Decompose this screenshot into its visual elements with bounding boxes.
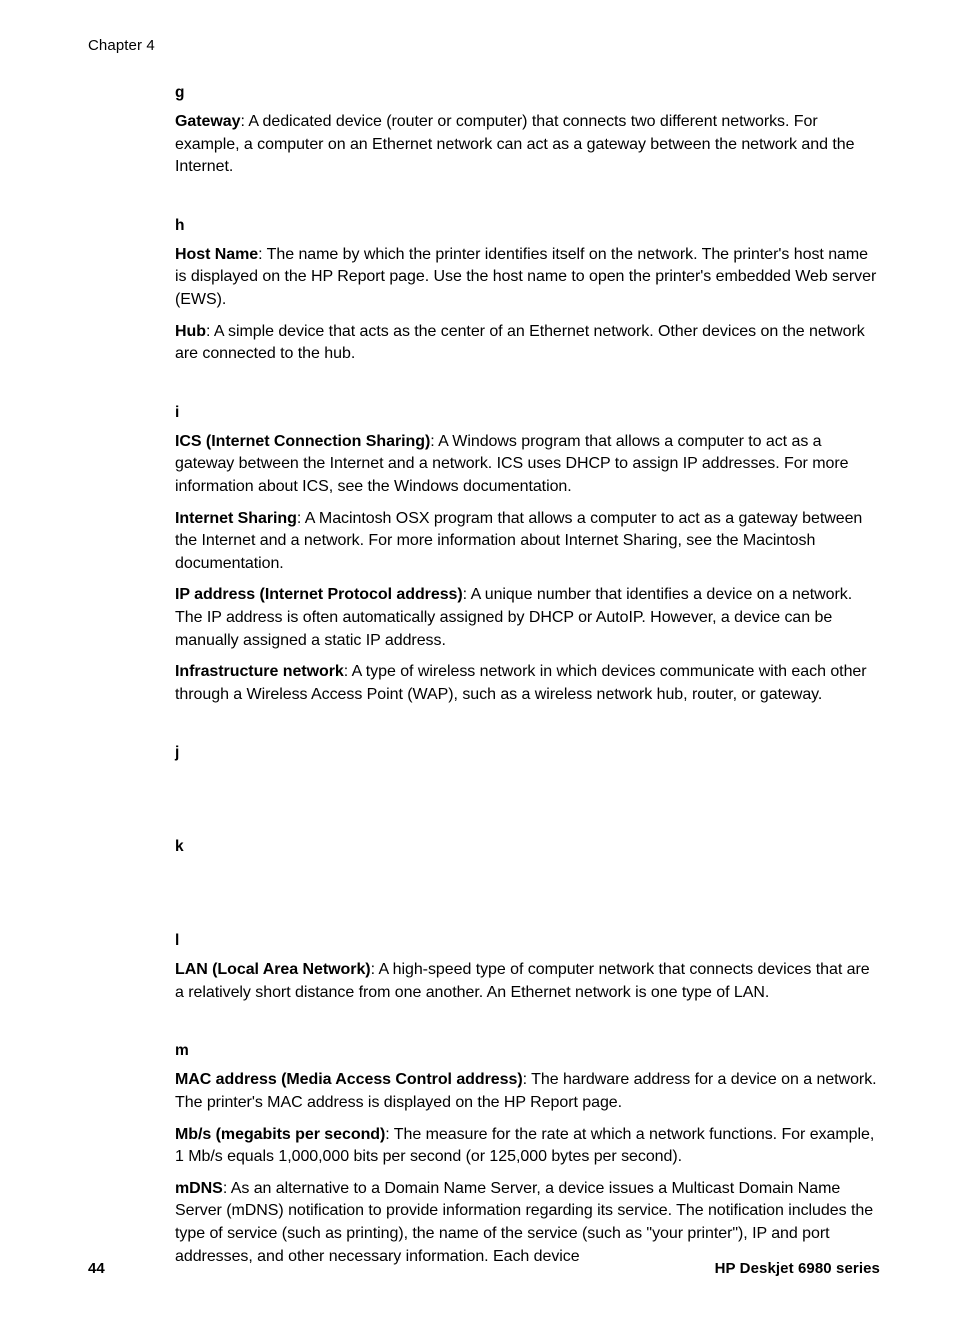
glossary-content <box>175 82 881 1268</box>
glossary-definition: : The name by which the printer identifies itself on the network. The printer's host name is displayed on the HP Report page. Use the host name to open the printer's embedded Web server (EWS). <box>175 245 877 308</box>
glossary-term: MAC address (Media Access Control address) <box>175 1071 523 1089</box>
glossary-definition: : A Windows program that allows a computer to act as a gateway between the Internet and a network. ICS uses DHCP to assign IP addresses. For more information about ICS, see the Windows documentation. <box>175 432 849 495</box>
page-footer <box>88 1259 880 1279</box>
glossary-entry <box>175 1069 881 1114</box>
glossary-entry <box>175 661 881 706</box>
glossary-entry <box>175 1178 881 1268</box>
glossary-definition: : As an alternative to a Domain Name Server, a device issues a Multicast Domain Name Server (mDNS) notification to provide information regarding its service. The notification includes the type of service (such as printing), the name of the service (such as "your printer"), IP and port addresses, and other necessary information. Each device <box>175 1179 874 1265</box>
glossary-definition: : A Macintosh OSX program that allows a computer to act as a gateway between the Internet and a network. For more information about Internet Sharing, see the Macintosh documentation. <box>175 509 863 572</box>
glossary-term: IP address (Internet Protocol address) <box>175 586 463 604</box>
section-letter-l: l <box>175 932 180 950</box>
section-letter-j: j <box>175 744 180 762</box>
glossary-term: Hub <box>175 322 206 340</box>
glossary-term: ICS (Internet Connection Sharing) <box>175 432 431 450</box>
glossary-definition: : A unique number that identifies a device on a network. The IP address is often automatically assigned by DHCP or AutoIP. However, a device can be manually assigned a static IP address. <box>175 586 853 649</box>
glossary-entry <box>175 431 881 499</box>
glossary-term: mDNS <box>175 1179 223 1197</box>
glossary-term: Host Name <box>175 245 259 263</box>
glossary-entry <box>175 959 881 1004</box>
glossary-definition: : A dedicated device (router or computer) that connects two different networks. For example, a computer on an Ethernet network can act as a gateway between the network and the Internet. <box>175 113 855 176</box>
glossary-term: Gateway <box>175 113 241 130</box>
section-letter-i: i <box>175 403 180 421</box>
glossary-entry <box>175 584 881 652</box>
glossary-term: Mb/s (megabits per second) <box>175 1125 386 1143</box>
glossary-term: LAN (Local Area Network) <box>175 961 371 979</box>
running-header-chapter: Chapter 4 <box>88 37 155 54</box>
glossary-entry <box>175 321 881 366</box>
glossary-term: Internet Sharing <box>175 509 297 527</box>
section-letter-m: m <box>175 1042 189 1060</box>
footer-product-name: HP Deskjet 6980 series <box>714 1260 880 1277</box>
glossary-entry <box>175 1124 881 1169</box>
empty-section-spacer <box>175 764 881 800</box>
glossary-definition: : The measure for the rate at which a network functions. For example, 1 Mb/s equals 1,000,000 bits per second (or 125,000 bytes per second). <box>175 1125 875 1166</box>
glossary-definition: : The hardware address for a device on a network. The printer's MAC address is displayed on the HP Report page. <box>175 1071 877 1112</box>
glossary-definition: : A high-speed type of computer network that connects devices that are a relatively short distance from one another. An Ethernet network is one type of LAN. <box>175 961 870 1001</box>
glossary-entry <box>175 244 881 312</box>
glossary-definition: : A simple device that acts as the center of an Ethernet network. Other devices on the network are connected to the hub. <box>175 322 865 363</box>
footer-page-number: 44 <box>88 1260 105 1277</box>
glossary-entry <box>175 508 881 576</box>
section-letter-h: h <box>175 216 185 234</box>
glossary-entry <box>175 111 881 179</box>
section-letter-g: g <box>175 84 185 101</box>
section-letter-k: k <box>175 838 184 856</box>
glossary-definition: : A type of wireless network in which devices communicate with each other through a Wireless Access Point (WAP), such as a wireless network hub, router, or gateway. <box>175 663 867 703</box>
empty-section-spacer <box>175 858 881 894</box>
glossary-term: Infrastructure network <box>175 663 344 681</box>
